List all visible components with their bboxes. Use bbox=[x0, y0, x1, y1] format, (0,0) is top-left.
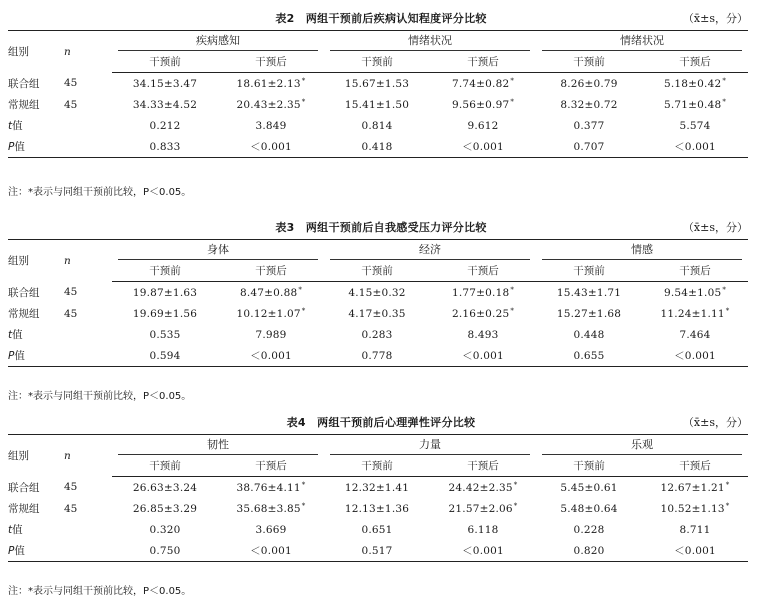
cell-value: 0.833 bbox=[149, 140, 181, 153]
cell-value: ＜0.001 bbox=[250, 350, 292, 362]
value-cell bbox=[324, 73, 430, 95]
dimension-label: 身体 bbox=[118, 241, 318, 260]
value-cell bbox=[218, 303, 324, 324]
post-intervention-header: 干预后 bbox=[430, 51, 536, 73]
value-cell bbox=[642, 115, 748, 136]
cell-value: 19.87±1.63 bbox=[132, 286, 198, 299]
cell-value: 0.778 bbox=[361, 349, 393, 362]
stat-unit-label: （x̄±s，分） bbox=[682, 221, 748, 234]
cell-value: 11.24±1.11 bbox=[660, 308, 725, 320]
cell-value: 2.16±0.25 bbox=[451, 308, 510, 320]
value-cell bbox=[324, 498, 430, 519]
cell-value: 34.15±3.47 bbox=[132, 77, 198, 90]
value-cell bbox=[112, 324, 218, 345]
cell-value: 0.750 bbox=[149, 544, 181, 557]
table-row bbox=[8, 540, 748, 562]
data-table bbox=[8, 434, 748, 562]
stat-unit-label: （x̄±s，分） bbox=[682, 12, 748, 25]
cell-value: ＜0.001 bbox=[250, 545, 292, 557]
value-cell bbox=[324, 345, 430, 367]
significance-marker: * bbox=[301, 481, 306, 489]
table-footnote: 注：*表示与同组干预前比较，P＜0.05。 bbox=[8, 187, 192, 198]
dimension-header bbox=[324, 31, 536, 52]
data-table bbox=[8, 30, 748, 158]
table-row bbox=[8, 498, 748, 519]
value-cell bbox=[642, 324, 748, 345]
row-label: P值 bbox=[8, 136, 64, 158]
significance-marker: * bbox=[301, 307, 306, 315]
cell-value: 26.85±3.29 bbox=[132, 502, 198, 515]
value-cell bbox=[430, 303, 536, 324]
dimension-label: 情绪状况 bbox=[542, 32, 742, 51]
header-row-groups bbox=[8, 240, 748, 261]
row-label: 联合组 bbox=[8, 77, 40, 90]
table-caption: 表2 两组干预前后疾病认知程度评分比较 bbox=[275, 12, 487, 25]
value-cell bbox=[218, 519, 324, 540]
cell-value: 5.45±0.61 bbox=[560, 481, 618, 494]
pre-intervention-header: 干预前 bbox=[324, 455, 430, 477]
value-cell bbox=[112, 136, 218, 158]
table-row bbox=[8, 73, 748, 95]
pre-intervention-header: 干预前 bbox=[324, 51, 430, 73]
cell-value: 0.517 bbox=[361, 544, 393, 557]
cell-value: 0.448 bbox=[573, 328, 605, 341]
row-label: 常规组 bbox=[8, 99, 40, 111]
sample-size: 45 bbox=[64, 286, 78, 299]
pre-intervention-header: 干预前 bbox=[112, 260, 218, 282]
value-cell bbox=[536, 136, 642, 158]
row-label: P值 bbox=[8, 345, 64, 367]
cell-value: 9.54±1.05 bbox=[663, 287, 722, 299]
dimension-header bbox=[324, 240, 536, 261]
value-cell bbox=[642, 282, 748, 304]
significance-marker: * bbox=[513, 502, 518, 510]
value-cell bbox=[112, 519, 218, 540]
post-intervention-header: 干预后 bbox=[642, 260, 748, 282]
cell-value: 0.535 bbox=[149, 328, 181, 341]
cell-value: 12.13±1.36 bbox=[344, 502, 410, 515]
cell-value: 8.493 bbox=[467, 328, 499, 341]
value-cell bbox=[642, 345, 748, 367]
value-cell bbox=[430, 519, 536, 540]
value-cell bbox=[536, 94, 642, 115]
cell-value: 0.651 bbox=[361, 523, 393, 536]
cell-value: 35.68±3.85 bbox=[236, 503, 301, 515]
value-cell bbox=[430, 324, 536, 345]
table-row bbox=[8, 115, 748, 136]
value-cell bbox=[430, 136, 536, 158]
value-cell bbox=[430, 540, 536, 562]
group-column-header: 组别 bbox=[8, 240, 64, 282]
dimension-header bbox=[112, 31, 324, 52]
significance-marker: * bbox=[722, 286, 727, 294]
value-cell bbox=[324, 94, 430, 115]
dimension-header bbox=[112, 240, 324, 261]
value-cell bbox=[324, 303, 430, 324]
cell-value: 0.655 bbox=[573, 349, 605, 362]
row-label: 常规组 bbox=[8, 503, 40, 515]
cell-value: 7.464 bbox=[679, 328, 711, 341]
value-cell bbox=[536, 540, 642, 562]
dimension-header bbox=[536, 240, 748, 261]
value-cell bbox=[536, 73, 642, 95]
value-cell bbox=[642, 477, 748, 499]
dimension-header bbox=[536, 31, 748, 52]
cell-value: 7.989 bbox=[255, 328, 287, 341]
value-cell bbox=[218, 345, 324, 367]
value-cell bbox=[218, 94, 324, 115]
cell-value: 0.212 bbox=[149, 119, 181, 132]
value-cell bbox=[536, 282, 642, 304]
value-cell bbox=[218, 477, 324, 499]
n-column-header: n bbox=[64, 31, 112, 73]
cell-value: 4.17±0.35 bbox=[348, 307, 406, 320]
cell-value: ＜0.001 bbox=[462, 141, 504, 153]
cell-value: 4.15±0.32 bbox=[348, 286, 406, 299]
post-intervention-header: 干预后 bbox=[218, 455, 324, 477]
value-cell bbox=[642, 73, 748, 95]
value-cell bbox=[324, 477, 430, 499]
significance-marker: * bbox=[510, 286, 515, 294]
pre-intervention-header: 干预前 bbox=[536, 51, 642, 73]
value-cell bbox=[324, 519, 430, 540]
cell-value: 21.57±2.06 bbox=[448, 503, 513, 515]
sample-size: 45 bbox=[64, 502, 78, 515]
cell-value: ＜0.001 bbox=[674, 350, 716, 362]
value-cell bbox=[430, 94, 536, 115]
value-cell bbox=[642, 303, 748, 324]
significance-marker: * bbox=[301, 77, 306, 85]
dimension-header bbox=[324, 435, 536, 456]
sample-size bbox=[64, 324, 112, 345]
value-cell bbox=[430, 345, 536, 367]
sample-size: 45 bbox=[64, 77, 78, 90]
cell-value: 8.711 bbox=[679, 523, 711, 536]
table-row bbox=[8, 477, 748, 499]
cell-value: ＜0.001 bbox=[462, 350, 504, 362]
value-cell bbox=[642, 136, 748, 158]
dimension-label: 经济 bbox=[330, 241, 530, 260]
table-row bbox=[8, 94, 748, 115]
table-block-3 bbox=[0, 209, 762, 402]
value-cell bbox=[430, 115, 536, 136]
table-row bbox=[8, 345, 748, 367]
value-cell bbox=[112, 303, 218, 324]
cell-value: 15.27±1.68 bbox=[556, 307, 622, 320]
header-row-groups bbox=[8, 435, 748, 456]
group-column-header: 组别 bbox=[8, 31, 64, 73]
row-label: 联合组 bbox=[8, 286, 40, 299]
value-cell bbox=[536, 477, 642, 499]
value-cell bbox=[218, 498, 324, 519]
cell-value: 1.77±0.18 bbox=[451, 287, 510, 299]
table-block-2 bbox=[0, 0, 762, 198]
cell-value: 10.12±1.07 bbox=[236, 308, 301, 320]
significance-marker: * bbox=[510, 307, 515, 315]
value-cell bbox=[324, 136, 430, 158]
cell-value: 5.48±0.64 bbox=[560, 502, 618, 515]
post-intervention-header: 干预后 bbox=[218, 51, 324, 73]
value-cell bbox=[536, 519, 642, 540]
dimension-label: 情绪状况 bbox=[330, 32, 530, 51]
row-label: t值 bbox=[8, 120, 23, 132]
dimension-label: 情感 bbox=[542, 241, 742, 260]
value-cell bbox=[536, 498, 642, 519]
dimension-label: 疾病感知 bbox=[118, 32, 318, 51]
stat-unit-label: （x̄±s，分） bbox=[682, 416, 748, 429]
value-cell bbox=[112, 477, 218, 499]
post-intervention-header: 干预后 bbox=[642, 455, 748, 477]
cell-value: 8.26±0.79 bbox=[560, 77, 618, 90]
n-column-header: n bbox=[64, 240, 112, 282]
significance-marker: * bbox=[510, 98, 515, 106]
cell-value: 38.76±4.11 bbox=[236, 482, 301, 494]
cell-value: 0.418 bbox=[361, 140, 393, 153]
value-cell bbox=[430, 498, 536, 519]
post-intervention-header: 干预后 bbox=[430, 455, 536, 477]
significance-marker: * bbox=[298, 286, 303, 294]
header-row-timepoints bbox=[8, 260, 748, 282]
cell-value: 24.42±2.35 bbox=[448, 482, 513, 494]
value-cell bbox=[112, 498, 218, 519]
value-cell bbox=[112, 282, 218, 304]
value-cell bbox=[324, 282, 430, 304]
dimension-header bbox=[536, 435, 748, 456]
row-label: t值 bbox=[8, 524, 23, 536]
significance-marker: * bbox=[725, 481, 730, 489]
table-row bbox=[8, 136, 748, 158]
significance-marker: * bbox=[725, 502, 730, 510]
sample-size: 45 bbox=[64, 481, 78, 494]
cell-value: 5.71±0.48 bbox=[663, 99, 722, 111]
pre-intervention-header: 干预前 bbox=[324, 260, 430, 282]
dimension-header bbox=[112, 435, 324, 456]
row-label: 联合组 bbox=[8, 481, 40, 494]
value-cell bbox=[642, 94, 748, 115]
value-cell bbox=[218, 115, 324, 136]
cell-value: 0.377 bbox=[573, 119, 605, 132]
sample-size bbox=[64, 519, 112, 540]
table-caption: 表3 两组干预前后自我感受压力评分比较 bbox=[275, 221, 487, 234]
table-row bbox=[8, 303, 748, 324]
value-cell bbox=[218, 324, 324, 345]
cell-value: ＜0.001 bbox=[462, 545, 504, 557]
dimension-label: 韧性 bbox=[118, 436, 318, 455]
cell-value: 5.574 bbox=[679, 119, 711, 132]
cell-value: 19.69±1.56 bbox=[132, 307, 198, 320]
value-cell bbox=[430, 73, 536, 95]
sample-size: 45 bbox=[64, 98, 78, 111]
table-row bbox=[8, 324, 748, 345]
caption-row bbox=[0, 404, 762, 432]
cell-value: 3.669 bbox=[255, 523, 287, 536]
sample-size bbox=[64, 115, 112, 136]
value-cell bbox=[112, 94, 218, 115]
cell-value: 0.594 bbox=[149, 349, 181, 362]
pre-intervention-header: 干预前 bbox=[536, 260, 642, 282]
table-row bbox=[8, 282, 748, 304]
cell-value: 0.228 bbox=[573, 523, 605, 536]
group-column-header: 组别 bbox=[8, 435, 64, 477]
row-label: 常规组 bbox=[8, 308, 40, 320]
significance-marker: * bbox=[513, 481, 518, 489]
cell-value: 10.52±1.13 bbox=[660, 503, 725, 515]
cell-value: 9.56±0.97 bbox=[451, 99, 510, 111]
cell-value: 0.283 bbox=[361, 328, 393, 341]
value-cell bbox=[430, 282, 536, 304]
post-intervention-header: 干预后 bbox=[430, 260, 536, 282]
value-cell bbox=[324, 540, 430, 562]
significance-marker: * bbox=[725, 307, 730, 315]
value-cell bbox=[642, 519, 748, 540]
post-intervention-header: 干预后 bbox=[218, 260, 324, 282]
cell-value: 8.32±0.72 bbox=[560, 98, 618, 111]
pre-intervention-header: 干预前 bbox=[536, 455, 642, 477]
value-cell bbox=[536, 324, 642, 345]
cell-value: 3.849 bbox=[255, 119, 287, 132]
caption-row bbox=[0, 0, 762, 28]
cell-value: 7.74±0.82 bbox=[451, 78, 510, 90]
cell-value: 15.43±1.71 bbox=[556, 286, 622, 299]
cell-value: 18.61±2.13 bbox=[236, 78, 301, 90]
cell-value: 15.41±1.50 bbox=[344, 98, 410, 111]
cell-value: 26.63±3.24 bbox=[132, 481, 198, 494]
cell-value: 0.814 bbox=[361, 119, 393, 132]
value-cell bbox=[218, 540, 324, 562]
cell-value: 0.707 bbox=[573, 140, 605, 153]
table-block-4 bbox=[0, 404, 762, 597]
cell-value: ＜0.001 bbox=[250, 141, 292, 153]
pre-intervention-header: 干预前 bbox=[112, 51, 218, 73]
table-caption: 表4 两组干预前后心理弹性评分比较 bbox=[286, 416, 476, 429]
value-cell bbox=[536, 345, 642, 367]
value-cell bbox=[112, 540, 218, 562]
pre-intervention-header: 干预前 bbox=[112, 455, 218, 477]
table-row bbox=[8, 519, 748, 540]
cell-value: ＜0.001 bbox=[674, 545, 716, 557]
cell-value: 0.320 bbox=[149, 523, 181, 536]
value-cell bbox=[642, 540, 748, 562]
sample-size bbox=[64, 136, 112, 158]
header-row-timepoints bbox=[8, 455, 748, 477]
sample-size bbox=[64, 345, 112, 367]
value-cell bbox=[218, 73, 324, 95]
value-cell bbox=[112, 115, 218, 136]
sample-size: 45 bbox=[64, 307, 78, 320]
significance-marker: * bbox=[301, 98, 306, 106]
significance-marker: * bbox=[510, 77, 515, 85]
cell-value: 34.33±4.52 bbox=[132, 98, 198, 111]
value-cell bbox=[324, 115, 430, 136]
value-cell bbox=[536, 303, 642, 324]
cell-value: 20.43±2.35 bbox=[236, 99, 301, 111]
dimension-label: 乐观 bbox=[542, 436, 742, 455]
cell-value: 9.612 bbox=[467, 119, 499, 132]
cell-value: 8.47±0.88 bbox=[239, 287, 298, 299]
value-cell bbox=[642, 498, 748, 519]
cell-value: 5.18±0.42 bbox=[663, 78, 722, 90]
significance-marker: * bbox=[301, 502, 306, 510]
caption-row bbox=[0, 209, 762, 237]
post-intervention-header: 干预后 bbox=[642, 51, 748, 73]
value-cell bbox=[218, 282, 324, 304]
significance-marker: * bbox=[722, 98, 727, 106]
dimension-label: 力量 bbox=[330, 436, 530, 455]
value-cell bbox=[324, 324, 430, 345]
value-cell bbox=[430, 477, 536, 499]
table-footnote: 注：*表示与同组干预前比较，P＜0.05。 bbox=[8, 391, 192, 402]
significance-marker: * bbox=[722, 77, 727, 85]
value-cell bbox=[112, 345, 218, 367]
cell-value: 0.820 bbox=[573, 544, 605, 557]
header-row-groups bbox=[8, 31, 748, 52]
cell-value: 12.67±1.21 bbox=[660, 482, 725, 494]
row-label: P值 bbox=[8, 540, 64, 562]
row-label: t值 bbox=[8, 329, 23, 341]
cell-value: 15.67±1.53 bbox=[344, 77, 410, 90]
cell-value: ＜0.001 bbox=[674, 141, 716, 153]
value-cell bbox=[112, 73, 218, 95]
value-cell bbox=[536, 115, 642, 136]
sample-size bbox=[64, 540, 112, 562]
cell-value: 6.118 bbox=[467, 523, 499, 536]
table-footnote: 注：*表示与同组干预前比较，P＜0.05。 bbox=[8, 586, 192, 597]
cell-value: 12.32±1.41 bbox=[344, 481, 410, 494]
n-column-header: n bbox=[64, 435, 112, 477]
data-table bbox=[8, 239, 748, 367]
value-cell bbox=[218, 136, 324, 158]
header-row-timepoints bbox=[8, 51, 748, 73]
